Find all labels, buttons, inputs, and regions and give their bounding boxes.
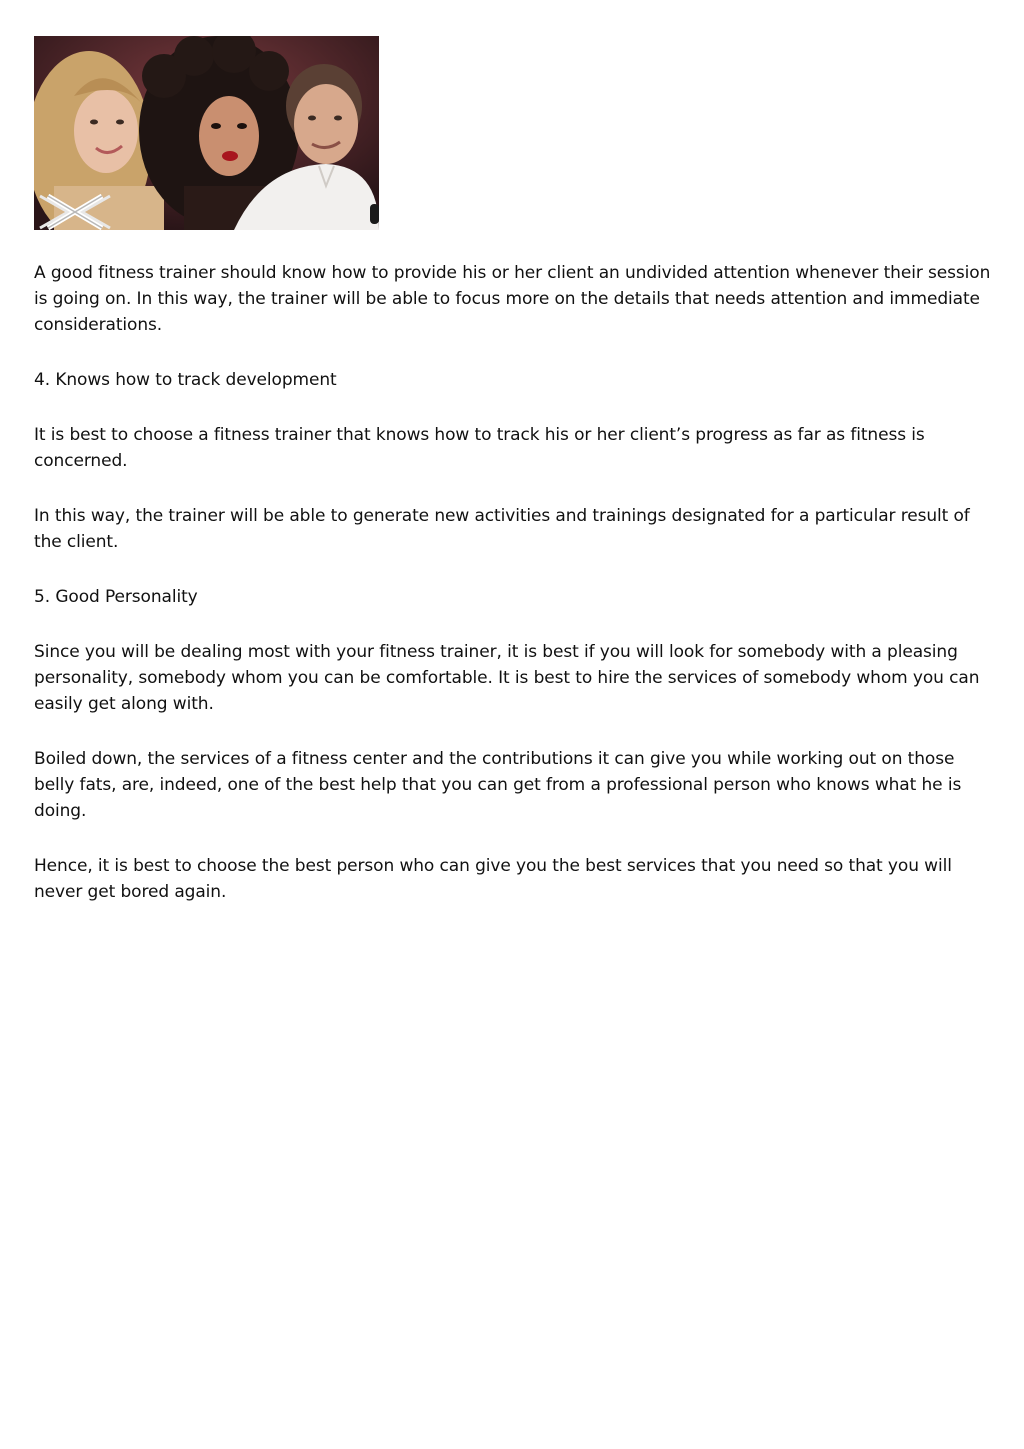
article-body [34,260,994,905]
heading-good-personality: 5. Good Personality [34,587,198,607]
paragraph-boiled-down: Boiled down, the services of a fitness center and the contributions it can give you while working out on those belly fats, are, indeed, one of the best help that you can get from a professional person who knows what he is doing. [34,749,962,821]
paragraph-hence: Hence, it is best to choose the best person who can give you the best services that you need so that you will never get bored again. [34,856,952,902]
photo-illustration [34,36,379,230]
header-photo [34,36,379,230]
heading-track-development: 4. Knows how to track development [34,370,337,390]
paragraph-pleasing-personality: Since you will be dealing most with your fitness trainer, it is best if you will look for somebody with a pleasing personality, somebody whom you can be comfortable. It is best to hire the services of somebody whom you can easily get along with. [34,642,980,714]
paragraph-track-progress: It is best to choose a fitness trainer that knows how to track his or her client’s progress as far as fitness is concerned. [34,425,925,471]
paragraph-undivided-attention: A good fitness trainer should know how to provide his or her client an undivided attention whenever their session is going on. In this way, the trainer will be able to focus more on the details that needs attention and immediate considerations. [34,263,991,335]
paragraph-new-activities: In this way, the trainer will be able to generate new activities and trainings designated for a particular result of the client. [34,506,970,552]
document-page [34,36,994,934]
